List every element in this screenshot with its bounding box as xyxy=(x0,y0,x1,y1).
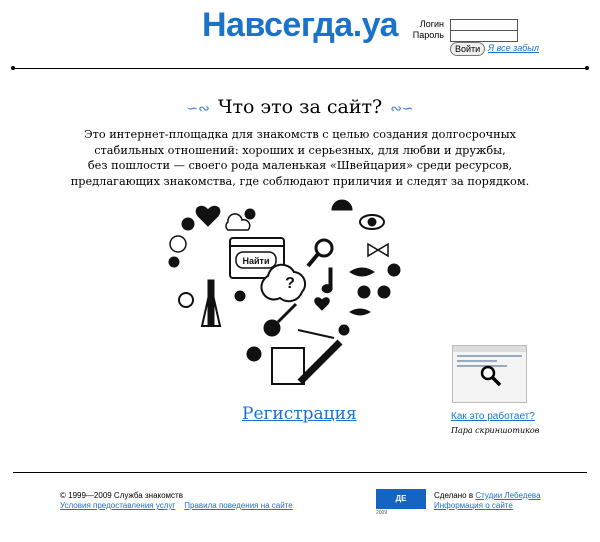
lamp-icon xyxy=(245,209,255,219)
heart-search-label: Найти xyxy=(242,256,270,266)
heart-icon xyxy=(196,206,220,226)
pencil-icon xyxy=(300,342,340,382)
question-mark-icon: ? xyxy=(285,275,295,292)
girl-icon xyxy=(247,347,261,361)
rules-link[interactable]: Правила поведения на сайте xyxy=(184,501,293,510)
umbrella-icon xyxy=(332,200,352,210)
made-in-line xyxy=(434,491,541,500)
studio-link[interactable]: Студии Лебедева xyxy=(475,491,541,500)
lollipop-icon xyxy=(179,293,193,307)
page-heading xyxy=(0,96,600,118)
small-heart-icon xyxy=(315,298,330,310)
how-it-works-link[interactable]: Как это работает? xyxy=(451,411,535,422)
arrow-icon xyxy=(298,330,334,338)
balloon-icon xyxy=(182,218,194,230)
password-label: Пароль xyxy=(412,30,444,40)
made-in-label: Сделано в xyxy=(434,491,474,500)
divider-dot-right xyxy=(585,66,589,70)
music-note-icon xyxy=(322,268,332,293)
star-icon xyxy=(388,264,400,276)
site-logo[interactable]: Навсегда.уа xyxy=(202,6,399,44)
terms-link[interactable]: Условия предоставления услуг xyxy=(60,501,176,510)
ball-icon xyxy=(170,236,186,252)
bow-icon xyxy=(368,244,388,256)
ornament-left-icon: ∽∾ xyxy=(186,101,210,117)
ornament-right-icon: ∾∽ xyxy=(390,101,414,117)
magnifier-icon xyxy=(316,240,332,256)
screenshots-thumbnail[interactable] xyxy=(452,345,527,403)
mask-icon xyxy=(350,309,370,315)
screenshots-caption: Пара скриншотиков xyxy=(451,426,540,435)
studio-logo[interactable]: ДЕ ЛЕБЕДЕВ xyxy=(376,489,426,509)
intro-line: Это интернет-площадка для знакомств с целью создания долгосрочных xyxy=(83,128,517,141)
lips-icon xyxy=(350,268,374,276)
coffee-icon xyxy=(339,325,349,335)
login-label: Логин xyxy=(419,19,444,29)
forgot-password-link[interactable]: Я все забыл xyxy=(488,43,539,53)
intro-text xyxy=(70,127,530,189)
divider-dot-left xyxy=(11,66,15,70)
register-link[interactable]: Регистрация xyxy=(242,404,357,424)
magnifier-icon xyxy=(479,364,503,388)
footer-divider xyxy=(13,472,587,473)
intro-line: без пошлости — своего рода маленькая «Швейцария» среди ресурсов, xyxy=(87,159,513,172)
heart-illustration xyxy=(150,196,410,396)
intro-line: предлагающих знакомства, где соблюдают приличия и следят за порядком. xyxy=(70,174,530,188)
footer-links xyxy=(60,501,293,510)
login-button[interactable]: Войти xyxy=(450,42,485,56)
header-divider xyxy=(13,68,587,69)
studio-year: 2009 xyxy=(376,510,388,516)
guitar-icon xyxy=(264,320,280,336)
flower-icon xyxy=(235,291,245,301)
face-icon xyxy=(169,257,179,267)
site-info-link[interactable]: Информация о сайте xyxy=(434,501,513,510)
page-title: Что это за сайт? xyxy=(217,96,383,118)
copyright: © 1999—2009 Служба знакомств xyxy=(60,491,183,500)
girls-icon xyxy=(358,286,370,298)
password-input[interactable] xyxy=(450,30,518,42)
intro-line: стабильных отношений: хороших и серьезных, для любви и дружбы, xyxy=(94,143,506,157)
